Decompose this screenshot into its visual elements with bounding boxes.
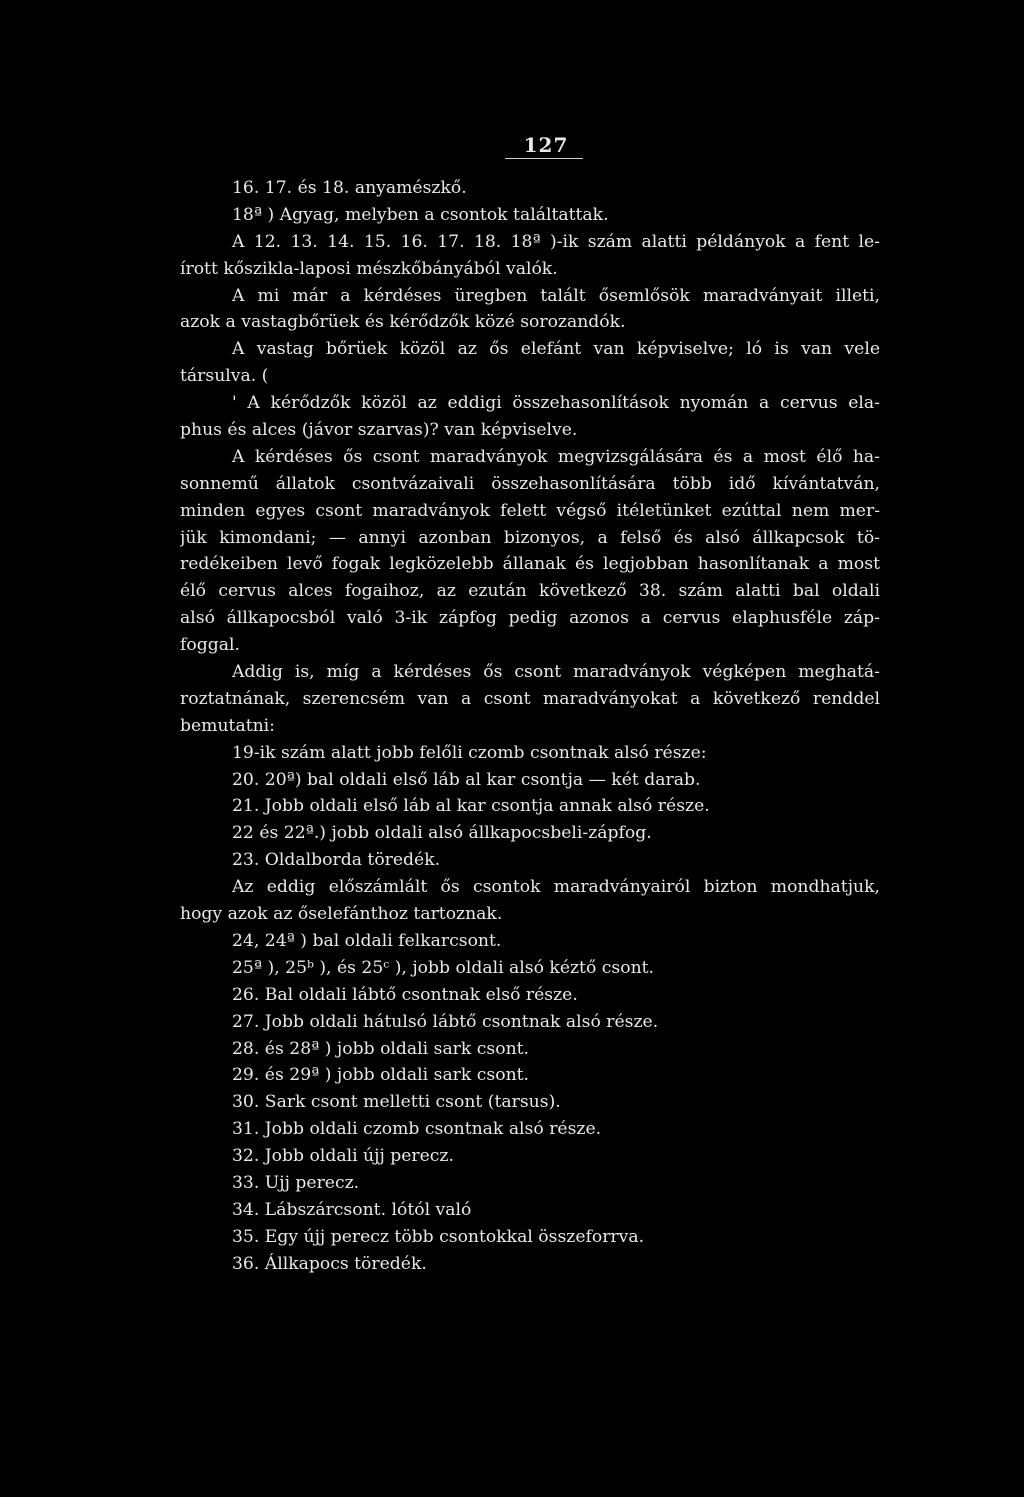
text-line: 27. Jobb oldali hátulsó lábtő csontnak alsó része.	[232, 1011, 659, 1032]
text-line: élő cervus alces fogaihoz, az ezután következő 38. szám alatti bal oldali	[180, 581, 880, 602]
text-line: hogy azok az őselefánthoz tartoznak.	[180, 904, 503, 925]
text-line: 19-ik szám alatt jobb felőli czomb csontnak alsó része:	[232, 742, 707, 763]
text-line: minden egyes csont maradványok felett végső itéletünket ezúttal nem mer-	[180, 500, 880, 521]
text-line: 33. Ujj perecz.	[232, 1172, 360, 1193]
text-line: 36. Állkapocs töredék.	[232, 1253, 427, 1274]
text-line: 30. Sark csont melletti csont (tarsus).	[232, 1092, 561, 1113]
text-line: 29. és 29ª ) jobb oldali sark csont.	[232, 1065, 530, 1086]
text-line: 32. Jobb oldali újj perecz.	[232, 1146, 454, 1167]
text-line: foggal.	[180, 635, 240, 656]
text-line: sonnemű állatok csontvázaivali összehasonlítására több idő kívántatván,	[180, 473, 880, 494]
text-line: A mi már a kérdéses üregben talált ősemlősök maradványait illeti,	[232, 285, 880, 306]
text-line: ' A kérődzők közöl az eddigi összehasonlítások nyomán a cervus ela-	[232, 393, 880, 414]
text-line: 28. és 28ª ) jobb oldali sark csont.	[232, 1038, 530, 1059]
text-line: 26. Bal oldali lábtő csontnak első része.	[232, 984, 578, 1005]
text-line: írott kőszikla-laposi mészkőbányából valók.	[180, 258, 558, 279]
text-line: társulva. (	[180, 366, 269, 387]
text-line: A kérdéses ős csont maradványok megvizsgálására és a most élő ha-	[232, 446, 880, 467]
text-line: 23. Oldalborda töredék.	[232, 850, 441, 871]
text-line: Az eddig előszámlált ős csontok maradványairól bizton mondhatjuk,	[232, 877, 880, 898]
text-line: phus és alces (jávor szarvas)? van képviselve.	[180, 420, 578, 441]
text-line: roztatnának, szerencsém van a csont maradványokat a következő renddel	[180, 688, 880, 709]
text-line: bemutatni:	[180, 715, 275, 736]
text-line: 24, 24ª ) bal oldali felkarcsont.	[232, 930, 502, 951]
page-number-rule	[505, 158, 583, 159]
text-line: 16. 17. és 18. anyamészkő.	[232, 178, 467, 198]
text-line: 34. Lábszárcsont. lótól való	[232, 1199, 472, 1220]
text-line: 35. Egy újj perecz több csontokkal összeforrva.	[232, 1226, 645, 1247]
text-line: A 12. 13. 14. 15. 16. 17. 18. 18ª )-ik szám alatti példányok a fent le-	[232, 231, 880, 252]
text-line: redékeiben levő fogak legközelebb állanak és legjobban hasonlítanak a most	[180, 554, 880, 575]
text-line: azok a vastagbőrüek és kérődzők közé sorozandók.	[180, 312, 626, 333]
text-line: 22 és 22ª.) jobb oldali alsó állkapocsbeli-zápfog.	[232, 823, 652, 844]
text-line: alsó állkapocsból való 3-ik zápfog pedig azonos a cervus elaphusféle záp-	[180, 608, 880, 629]
text-line: 20. 20ª) bal oldali első láb al kar csontja — két darab.	[232, 769, 701, 790]
text-line: Addig is, míg a kérdéses ős csont maradványok végképen meghatá-	[232, 662, 880, 683]
body-text	[180, 175, 880, 1278]
text-line: 31. Jobb oldali czomb csontnak alsó része.	[232, 1119, 602, 1140]
text-line: 25ª ), 25ᵇ ), és 25ᶜ ), jobb oldali alsó kéztő csont.	[232, 957, 655, 978]
page-number: 127	[523, 133, 569, 157]
text-line: A vastag bőrüek közöl az ős elefánt van képviselve; ló is van vele	[232, 339, 880, 360]
text-line: jük kimondani; — annyi azonban bizonyos, a felső és alsó állkapcsok tö-	[180, 527, 880, 548]
text-line: 21. Jobb oldali első láb al kar csontja annak alsó része.	[232, 796, 710, 817]
text-line: 18ª ) Agyag, melyben a csontok találtattak.	[232, 204, 609, 225]
